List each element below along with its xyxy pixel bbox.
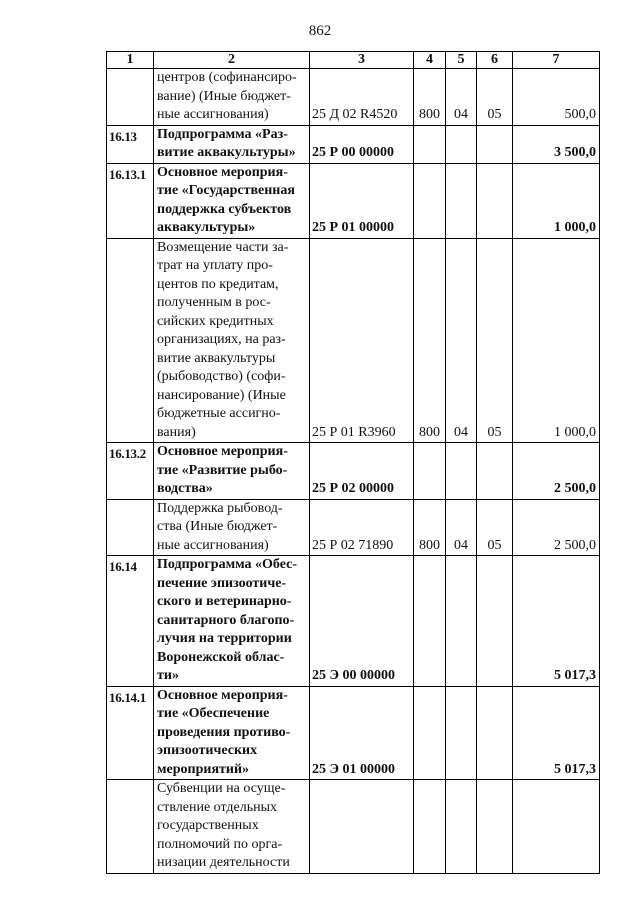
- item-name-cell: [154, 780, 310, 874]
- page-number: 862: [308, 23, 332, 39]
- item-name-cell: [154, 499, 310, 556]
- item-name-line: полученным в рос-: [157, 295, 271, 310]
- item-name-line: ные ассигнования): [157, 537, 269, 553]
- amount-cell: 2 500,0: [513, 499, 600, 556]
- amount-cell: 3 500,0: [513, 125, 600, 163]
- table-row: [107, 125, 600, 163]
- table-row: [107, 238, 600, 443]
- item-name-line: Возмещение части за-: [157, 239, 289, 255]
- item-name-line: эпизоотических: [157, 743, 258, 758]
- item-name-cell: [154, 69, 310, 126]
- item-name-cell: [154, 238, 310, 443]
- item-name-line: Основное мероприя-: [157, 164, 288, 180]
- table-row: [107, 499, 600, 556]
- table-row: [107, 686, 600, 780]
- row-number-cell: 16.14.1: [107, 686, 154, 780]
- item-name-line: Подпрограмма «Обес-: [157, 557, 298, 572]
- budget-code-cell: 25 Э 01 00000: [310, 686, 414, 780]
- item-name-line: печение эпизоотиче-: [157, 575, 287, 591]
- item-name-line: тие «Развитие рыбо-: [157, 462, 288, 478]
- table-row: [107, 780, 600, 874]
- budget-code-cell: 25 Д 02 R4520: [310, 69, 414, 126]
- budget-code-cell: 25 Р 00 00000: [310, 125, 414, 163]
- budget-code-cell: 25 Р 01 R3960: [310, 238, 414, 443]
- item-name-line: витие аквакультуры»: [157, 145, 296, 160]
- section-cell: [446, 780, 477, 874]
- table-row: [107, 69, 600, 126]
- amount-cell: 5 017,3: [513, 686, 600, 780]
- item-name-line: тие «Обеспечение: [157, 706, 270, 721]
- item-name-cell: [154, 163, 310, 238]
- item-name-line: лучия на территории: [157, 631, 292, 646]
- item-name-cell: [154, 443, 310, 500]
- expense-type-cell: [414, 556, 446, 687]
- item-name-line: нансирование) (Иные: [157, 387, 286, 403]
- item-name-line: вания): [157, 424, 196, 440]
- amount-cell: 1 000,0: [513, 238, 600, 443]
- expense-type-cell: [414, 780, 446, 874]
- subsection-cell: [477, 780, 513, 874]
- expense-type-cell: 800: [414, 238, 446, 443]
- amount-cell: 2 500,0: [513, 443, 600, 500]
- section-cell: 04: [446, 238, 477, 443]
- expense-type-cell: [414, 163, 446, 238]
- row-number-cell: [107, 238, 154, 443]
- expense-type-cell: 800: [414, 69, 446, 126]
- item-name-line: мероприятий»: [157, 761, 250, 777]
- section-cell: 04: [446, 499, 477, 556]
- item-name-line: бюджетные ассигно-: [157, 406, 281, 421]
- expense-type-cell: [414, 686, 446, 780]
- amount-cell: [513, 780, 600, 874]
- budget-table: [106, 51, 600, 874]
- item-name-line: проведения противо-: [157, 724, 291, 740]
- item-name-line: витие аквакультуры: [157, 350, 276, 366]
- budget-code-cell: 25 Р 02 00000: [310, 443, 414, 500]
- budget-code-cell: 25 Р 02 71890: [310, 499, 414, 556]
- item-name-line: Субвенции на осуще-: [157, 781, 286, 796]
- column-header: 1: [107, 52, 154, 69]
- section-cell: [446, 443, 477, 500]
- column-header: 6: [477, 52, 513, 69]
- item-name-line: (рыбоводство) (софи-: [157, 369, 286, 384]
- item-name-cell: [154, 556, 310, 687]
- item-name-line: аквакультуры»: [157, 220, 256, 235]
- table-row: [107, 556, 600, 687]
- item-name-line: ского и ветеринарно-: [157, 594, 292, 609]
- item-name-line: водства»: [157, 481, 213, 496]
- column-header: 5: [446, 52, 477, 69]
- column-header: 2: [154, 52, 310, 69]
- section-cell: [446, 556, 477, 687]
- item-name-line: ные ассигнования): [157, 107, 269, 122]
- subsection-cell: [477, 556, 513, 687]
- budget-code-cell: 25 Э 00 00000: [310, 556, 414, 687]
- section-cell: 04: [446, 69, 477, 126]
- column-header: 4: [414, 52, 446, 69]
- subsection-cell: [477, 443, 513, 500]
- expense-type-cell: 800: [414, 499, 446, 556]
- item-name-line: ства (Иные бюджет-: [157, 519, 278, 534]
- item-name-cell: [154, 686, 310, 780]
- row-number-cell: [107, 69, 154, 126]
- column-header: 7: [513, 52, 600, 69]
- item-name-line: Воронежской облас-: [157, 649, 285, 665]
- amount-cell: 1 000,0: [513, 163, 600, 238]
- table-body: [107, 69, 600, 874]
- section-cell: [446, 686, 477, 780]
- budget-code-cell: 25 Р 01 00000: [310, 163, 414, 238]
- subsection-cell: 05: [477, 238, 513, 443]
- subsection-cell: [477, 125, 513, 163]
- subsection-cell: 05: [477, 69, 513, 126]
- expense-type-cell: [414, 125, 446, 163]
- subsection-cell: [477, 686, 513, 780]
- item-name-line: Основное мероприя-: [157, 444, 288, 459]
- table-header-row: [107, 52, 600, 69]
- item-name-line: организациях, на раз-: [157, 332, 286, 347]
- row-number-cell: 16.13.1: [107, 163, 154, 238]
- item-name-line: государственных: [157, 818, 259, 833]
- column-header: 3: [310, 52, 414, 69]
- row-number-cell: [107, 499, 154, 556]
- item-name-line: Поддержка рыбовод-: [157, 500, 283, 516]
- expense-type-cell: [414, 443, 446, 500]
- item-name-line: полномочий по орга-: [157, 836, 283, 852]
- subsection-cell: 05: [477, 499, 513, 556]
- item-name-line: вание) (Иные бюджет-: [157, 88, 291, 104]
- row-number-cell: 16.14: [107, 556, 154, 687]
- row-number-cell: [107, 780, 154, 874]
- item-name-line: Основное мероприя-: [157, 687, 288, 703]
- item-name-line: ти»: [157, 668, 179, 683]
- item-name-line: ствление отдельных: [157, 799, 278, 815]
- item-name-line: Подпрограмма «Раз-: [157, 126, 288, 142]
- subsection-cell: [477, 163, 513, 238]
- section-cell: [446, 125, 477, 163]
- budget-code-cell: [310, 780, 414, 874]
- table-row: [107, 163, 600, 238]
- item-name-line: низации деятельности: [157, 855, 290, 870]
- amount-cell: 5 017,3: [513, 556, 600, 687]
- row-number-cell: 16.13.2: [107, 443, 154, 500]
- item-name-line: тие «Государственная: [157, 183, 295, 198]
- table-row: [107, 443, 600, 500]
- item-name-line: центов по кредитам,: [157, 276, 279, 292]
- row-number-cell: 16.13: [107, 125, 154, 163]
- item-name-line: трат на уплату про-: [157, 258, 273, 273]
- item-name-line: сийских кредитных: [157, 313, 274, 329]
- item-name-line: санитарного благопо-: [157, 612, 295, 628]
- item-name-line: центров (софинансиро-: [157, 70, 297, 85]
- section-cell: [446, 163, 477, 238]
- item-name-cell: [154, 125, 310, 163]
- item-name-line: поддержка субъектов: [157, 201, 292, 217]
- amount-cell: 500,0: [513, 69, 600, 126]
